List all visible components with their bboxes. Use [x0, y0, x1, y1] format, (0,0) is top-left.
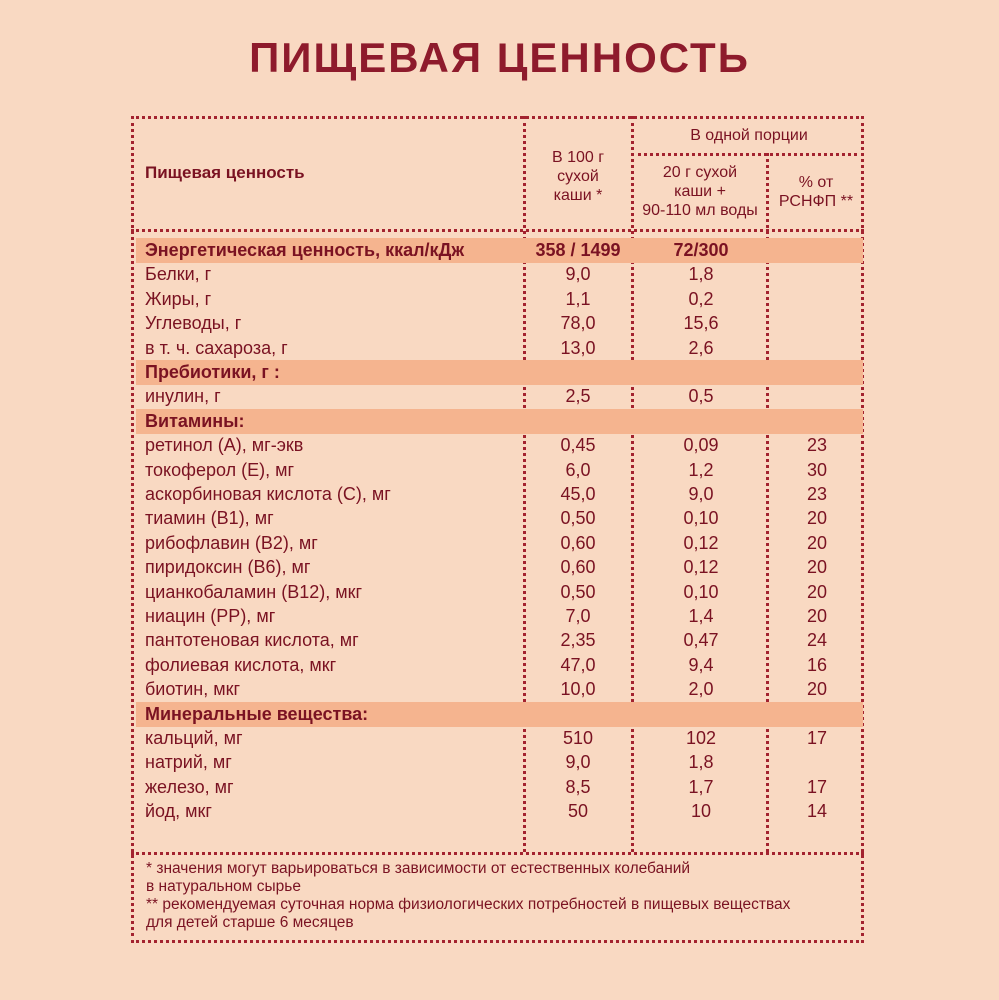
table-row [136, 336, 863, 361]
row-percent [773, 360, 861, 385]
row-name: пиридоксин (В6), мг [145, 557, 311, 577]
row-per-portion: 0,12 [683, 533, 719, 553]
table-row [136, 311, 863, 336]
row-percent: 20 [806, 533, 828, 553]
header-bottom-divider [131, 229, 864, 232]
portion-subheader-divider [631, 153, 864, 156]
row-name: в т. ч. сахароза, г [145, 338, 288, 358]
row-per-portion [633, 360, 769, 385]
header-portion-line1: 20 г сухой [662, 164, 738, 181]
row-per-100g: 9,0 [565, 264, 591, 284]
row-per-100g: 7,0 [565, 606, 591, 626]
row-name: натрий, мг [145, 752, 232, 772]
row-per-100g: 78,0 [560, 313, 596, 333]
row-percent: 14 [806, 801, 828, 821]
header-per-100g-line2: сухой [557, 168, 599, 185]
row-name: Минеральные вещества: [145, 704, 369, 724]
row-per-portion: 9,0 [688, 484, 714, 504]
row-per-portion: 1,8 [688, 752, 714, 772]
row-name: аскорбиновая кислота (С), мг [145, 484, 391, 504]
footnotes [146, 860, 861, 932]
table-row [136, 628, 863, 653]
row-per-100g: 13,0 [560, 338, 596, 358]
header-percent-line2: РСНФП ** [778, 193, 854, 210]
row-per-portion: 2,0 [688, 679, 714, 699]
row-per-100g: 9,0 [565, 752, 591, 772]
table-row [136, 555, 863, 580]
row-per-100g: 0,50 [560, 582, 596, 602]
table-row [136, 677, 863, 702]
row-percent: 16 [806, 655, 828, 675]
row-name: инулин, г [145, 386, 221, 406]
row-per-100g: 50 [567, 801, 589, 821]
row-per-portion: 0,47 [683, 630, 719, 650]
table-row [136, 458, 863, 483]
table-row [136, 726, 863, 751]
row-name: ниацин (РР), мг [145, 606, 276, 626]
row-name: Жиры, г [145, 289, 212, 309]
row-name: цианкобаламин (В12), мкг [145, 582, 363, 602]
row-per-portion: 1,4 [688, 606, 714, 626]
row-name: ретинол (А), мг-экв [145, 435, 304, 455]
row-percent [773, 336, 861, 361]
table-row [136, 262, 863, 287]
row-per-portion: 1,8 [688, 264, 714, 284]
row-per-portion: 0,10 [683, 508, 719, 528]
row-percent: 30 [806, 460, 828, 480]
row-percent: 23 [806, 484, 828, 504]
row-name: Белки, г [145, 264, 212, 284]
row-per-100g [526, 702, 630, 727]
row-name: Витамины: [145, 411, 245, 431]
row-name: рибофлавин (В2), мг [145, 533, 318, 553]
table-row [136, 433, 863, 458]
row-per-portion: 1,2 [688, 460, 714, 480]
row-percent [773, 238, 861, 263]
row-name: Углеводы, г [145, 313, 242, 333]
row-per-portion: 1,7 [688, 777, 714, 797]
row-name: тиамин (В1), мг [145, 508, 274, 528]
row-per-portion: 0,5 [688, 386, 714, 406]
table-row [136, 531, 863, 556]
row-per-100g: 2,5 [565, 386, 591, 406]
header-portion [634, 163, 766, 220]
row-percent: 20 [806, 679, 828, 699]
row-per-portion: 0,10 [683, 582, 719, 602]
header-per-100g-line3: каши * [553, 187, 603, 204]
header-percent [769, 173, 863, 211]
section-row [136, 360, 863, 385]
row-per-100g: 1,1 [565, 289, 591, 309]
row-per-portion: 10 [690, 801, 712, 821]
row-per-100g: 0,60 [560, 557, 596, 577]
row-percent [773, 311, 861, 336]
row-percent: 20 [806, 606, 828, 626]
row-per-portion: 0,12 [683, 557, 719, 577]
row-per-100g: 10,0 [560, 679, 596, 699]
row-percent: 23 [806, 435, 828, 455]
row-per-100g: 45,0 [560, 484, 596, 504]
row-percent: 17 [806, 777, 828, 797]
row-percent [773, 750, 861, 775]
section-row [136, 238, 863, 263]
row-percent [773, 287, 861, 312]
row-name: пантотеновая кислота, мг [145, 630, 359, 650]
header-per-100g-line1: В 100 г [551, 149, 605, 166]
row-percent: 17 [806, 728, 828, 748]
row-name: токоферол (Е), мг [145, 460, 295, 480]
row-percent [773, 384, 861, 409]
row-per-portion: 0,09 [683, 435, 719, 455]
row-per-100g: 510 [562, 728, 594, 748]
table-row [136, 506, 863, 531]
section-row [136, 702, 863, 727]
row-percent: 20 [806, 508, 828, 528]
footnote-line: в натуральном сырье [146, 878, 301, 895]
page-title: ПИЩЕВАЯ ЦЕННОСТЬ [249, 34, 750, 81]
row-name: фолиевая кислота, мкг [145, 655, 337, 675]
row-per-100g: 0,45 [560, 435, 596, 455]
row-per-100g: 47,0 [560, 655, 596, 675]
table-row [136, 580, 863, 605]
row-per-portion [633, 702, 769, 727]
header-per-100g [526, 148, 630, 205]
table-row [136, 384, 863, 409]
row-name: Энергетическая ценность, ккал/кДж [145, 240, 465, 260]
table-row [136, 287, 863, 312]
header-portion-line3: 90-110 мл воды [642, 202, 758, 219]
row-per-portion: 15,6 [683, 313, 719, 333]
row-name: биотин, мкг [145, 679, 241, 699]
row-per-portion [633, 409, 769, 434]
row-per-100g [526, 409, 630, 434]
row-per-100g: 6,0 [565, 460, 591, 480]
row-per-portion: 102 [685, 728, 717, 748]
row-name: железо, мг [145, 777, 234, 797]
row-percent [773, 409, 861, 434]
row-name: кальций, мг [145, 728, 243, 748]
header-nutrition-label: Пищевая ценность [145, 163, 305, 182]
footnote-line: * значения могут варьироваться в зависимости от естественных колебаний [146, 860, 691, 877]
row-per-100g: 0,60 [560, 533, 596, 553]
row-percent: 20 [806, 557, 828, 577]
table-row [136, 604, 863, 629]
row-per-portion: 2,6 [688, 338, 714, 358]
row-percent [773, 262, 861, 287]
table-row [136, 799, 863, 824]
row-per-portion: 0,2 [688, 289, 714, 309]
header-percent-line1: % от [798, 174, 834, 191]
row-name: йод, мкг [145, 801, 212, 821]
row-per-100g: 8,5 [565, 777, 591, 797]
row-per-100g: 2,35 [560, 630, 596, 650]
footnote-line: ** рекомендуемая суточная норма физиологических потребностей в пищевых веществах [146, 896, 791, 913]
table-row [136, 482, 863, 507]
table-row [136, 775, 863, 800]
row-per-100g: 0,50 [560, 508, 596, 528]
section-row [136, 409, 863, 434]
table-row [136, 653, 863, 678]
row-per-portion: 72/300 [673, 240, 729, 260]
notes-divider [131, 852, 864, 855]
table-row [136, 750, 863, 775]
row-percent: 20 [806, 582, 828, 602]
row-name: Пребиотики, г : [145, 362, 280, 382]
row-percent: 24 [806, 630, 828, 650]
header-portion-line2: каши + [674, 183, 726, 200]
row-per-100g [526, 360, 630, 385]
row-percent [773, 702, 861, 727]
row-per-100g: 358 / 1499 [535, 240, 621, 260]
header-portion-group: В одной порции [690, 127, 808, 144]
footnote-line: для детей старше 6 месяцев [146, 914, 354, 931]
row-per-portion: 9,4 [688, 655, 714, 675]
